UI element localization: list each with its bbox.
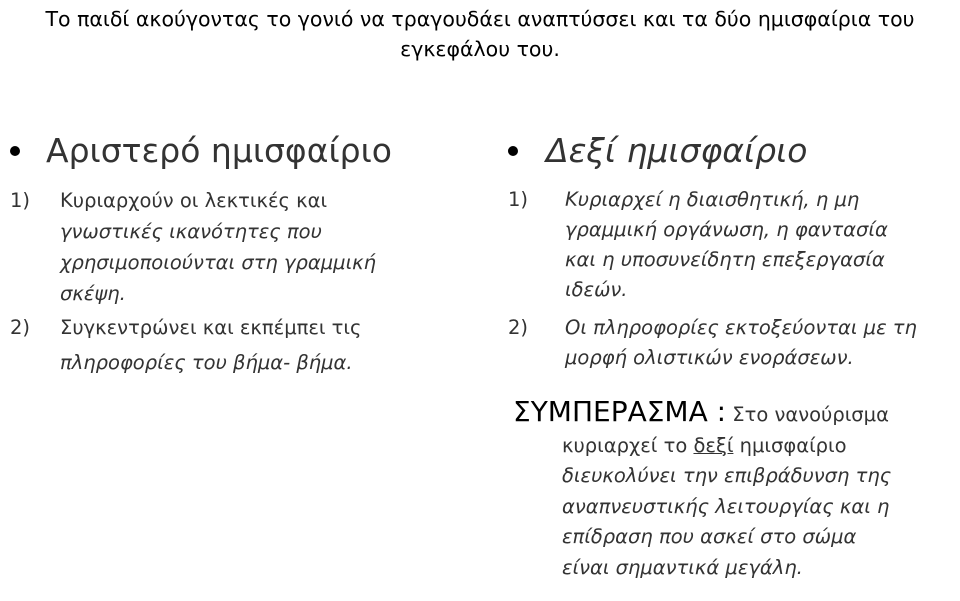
intro-text: [0, 4, 960, 64]
list-item: [10, 312, 465, 378]
item-text: [60, 312, 465, 378]
conclusion-line: [562, 431, 958, 462]
conclusion-first-line: [513, 397, 958, 431]
bullet-icon: [508, 146, 518, 156]
right-hemisphere-column: [508, 127, 958, 373]
item-text: [565, 185, 958, 305]
item-line: Συγκεντρώνει και εκπέμπει τις: [60, 316, 362, 339]
left-hemisphere-column: [10, 127, 465, 378]
right-hemisphere-heading: [508, 127, 958, 175]
conclusion-line: είναι σημαντικά μεγάλη.: [562, 555, 803, 579]
item-number: 2): [508, 316, 529, 339]
item-number: 1): [508, 188, 529, 211]
item-text: [565, 313, 958, 373]
conclusion-block: [513, 397, 958, 583]
left-heading-text: Αριστερό ημισφαίριο: [46, 131, 392, 170]
item-line: σκέψη.: [60, 282, 126, 305]
conclusion-emphasis: δεξί: [693, 433, 734, 457]
left-hemisphere-heading: [10, 127, 465, 175]
bullet-icon: [10, 146, 20, 156]
conclusion-body: [513, 431, 958, 584]
list-item: [508, 313, 958, 373]
list-item: [508, 185, 958, 305]
conclusion-line: επίδραση που ασκεί στο σώμα: [562, 525, 857, 548]
conclusion-lead: Στο νανούρισμα: [732, 403, 889, 426]
item-line: πληροφορίες του βήμα- βήμα.: [60, 351, 353, 374]
item-line: Κυριαρχούν οι λεκτικές και: [60, 189, 328, 212]
item-line: γνωστικές ικανότητες που: [60, 220, 322, 243]
item-text: [60, 185, 465, 309]
item-line: ιδεών.: [565, 278, 628, 301]
item-line: Κυριαρχεί η διαισθητική, η μη: [565, 188, 860, 211]
right-heading-text: Δεξί ημισφαίριο: [546, 131, 808, 170]
item-line: μορφή ολιστικών ενοράσεων.: [565, 346, 854, 369]
item-number: 2): [10, 316, 31, 339]
item-line: γραμμική οργάνωση, η φαντασία: [565, 218, 888, 241]
item-number: 1): [10, 189, 31, 212]
item-line: Οι πληροφορίες εκτοξεύονται με τη: [565, 316, 917, 339]
intro-line-1: Το παιδί ακούγοντας το γονιό να τραγουδάει αναπτύσσει και τα δύο ημισφαίρια του: [45, 7, 915, 31]
conclusion-text: ημισφαίριο: [739, 433, 847, 457]
item-line: χρησιμοποιούνται στη γραμμική: [60, 251, 377, 274]
conclusion-text: κυριαρχεί το: [562, 433, 688, 457]
intro-line-2: εγκεφάλου του.: [400, 37, 560, 61]
conclusion-line: διευκολύνει την επιβράδυνση της: [562, 464, 892, 487]
conclusion-title: ΣΥΜΠΕΡΑΣΜΑ :: [513, 395, 727, 428]
conclusion-line: αναπνευστικής λειτουργίας και η: [562, 494, 890, 518]
list-item: [10, 185, 465, 309]
item-line: και η υποσυνείδητη επεξεργασία: [565, 248, 885, 271]
